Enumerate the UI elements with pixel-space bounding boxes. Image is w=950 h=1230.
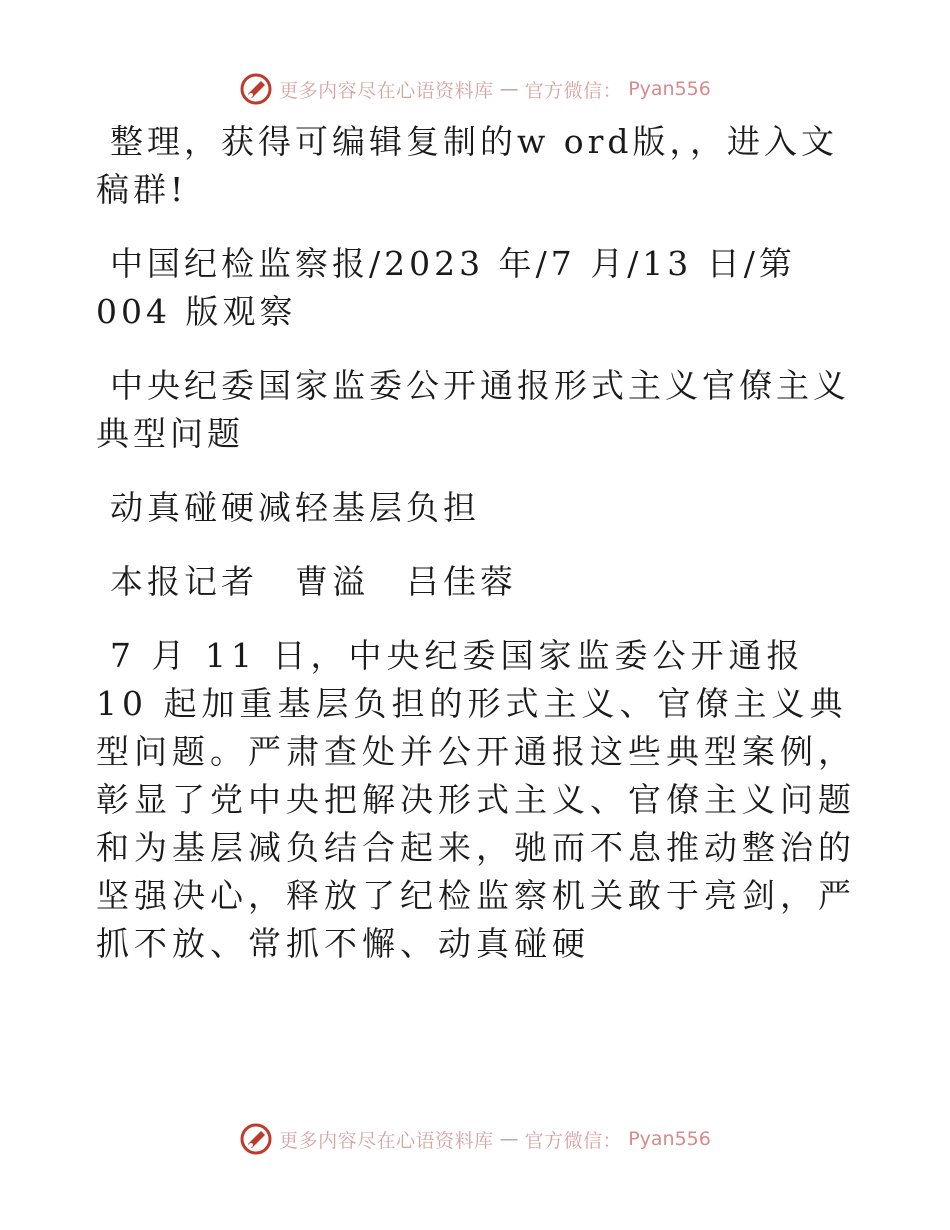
article-subtitle: 动真碰硬减轻基层负担 [110, 488, 480, 527]
watermark-brand-text: 更多内容尽在心语资料库 [279, 1129, 494, 1152]
document-body [96, 118, 856, 994]
header-watermark [0, 72, 950, 106]
watermark-wechat-id: Pyan556 [628, 1128, 711, 1150]
source-line: 中国纪检监察报/2023 年/7 月/13 日/第 004 版观察 [96, 244, 796, 331]
watermark-brand-text: 更多内容尽在心语资料库 [279, 79, 494, 102]
brand-logo-icon [239, 72, 273, 106]
watermark-wechat-label: 官方微信： [524, 1129, 623, 1152]
article-title: 中央纪委国家监委公开通报形式主义官僚主义典型问题 [96, 366, 850, 453]
footer-watermark [0, 1122, 950, 1156]
watermark-wechat-label: 官方微信： [524, 79, 623, 102]
body-paragraph: 7 月 11 日，中央纪委国家监委公开通报 10 起加重基层负担的形式主义、官僚主义典型问题。严肃查处并公开通报这些典型案例，彰显了党中央把解决形式主义、官僚主义问题和为基层减负结合起来，驰而不息推动整治的坚强决心，释放了纪检监察机关敢于亮剑，严抓不放、常抓不懈、动真碰硬 [96, 636, 856, 963]
watermark-wechat-id: Pyan556 [628, 78, 711, 100]
intro-note: 整理，获得可编辑复制的w ord版，，进入文稿群! [96, 122, 839, 209]
brand-logo-icon [239, 1122, 273, 1156]
byline: 本报记者 曹溢 吕佳蓉 [110, 562, 517, 601]
watermark-separator: — [499, 1128, 519, 1150]
watermark-separator: — [499, 78, 519, 100]
